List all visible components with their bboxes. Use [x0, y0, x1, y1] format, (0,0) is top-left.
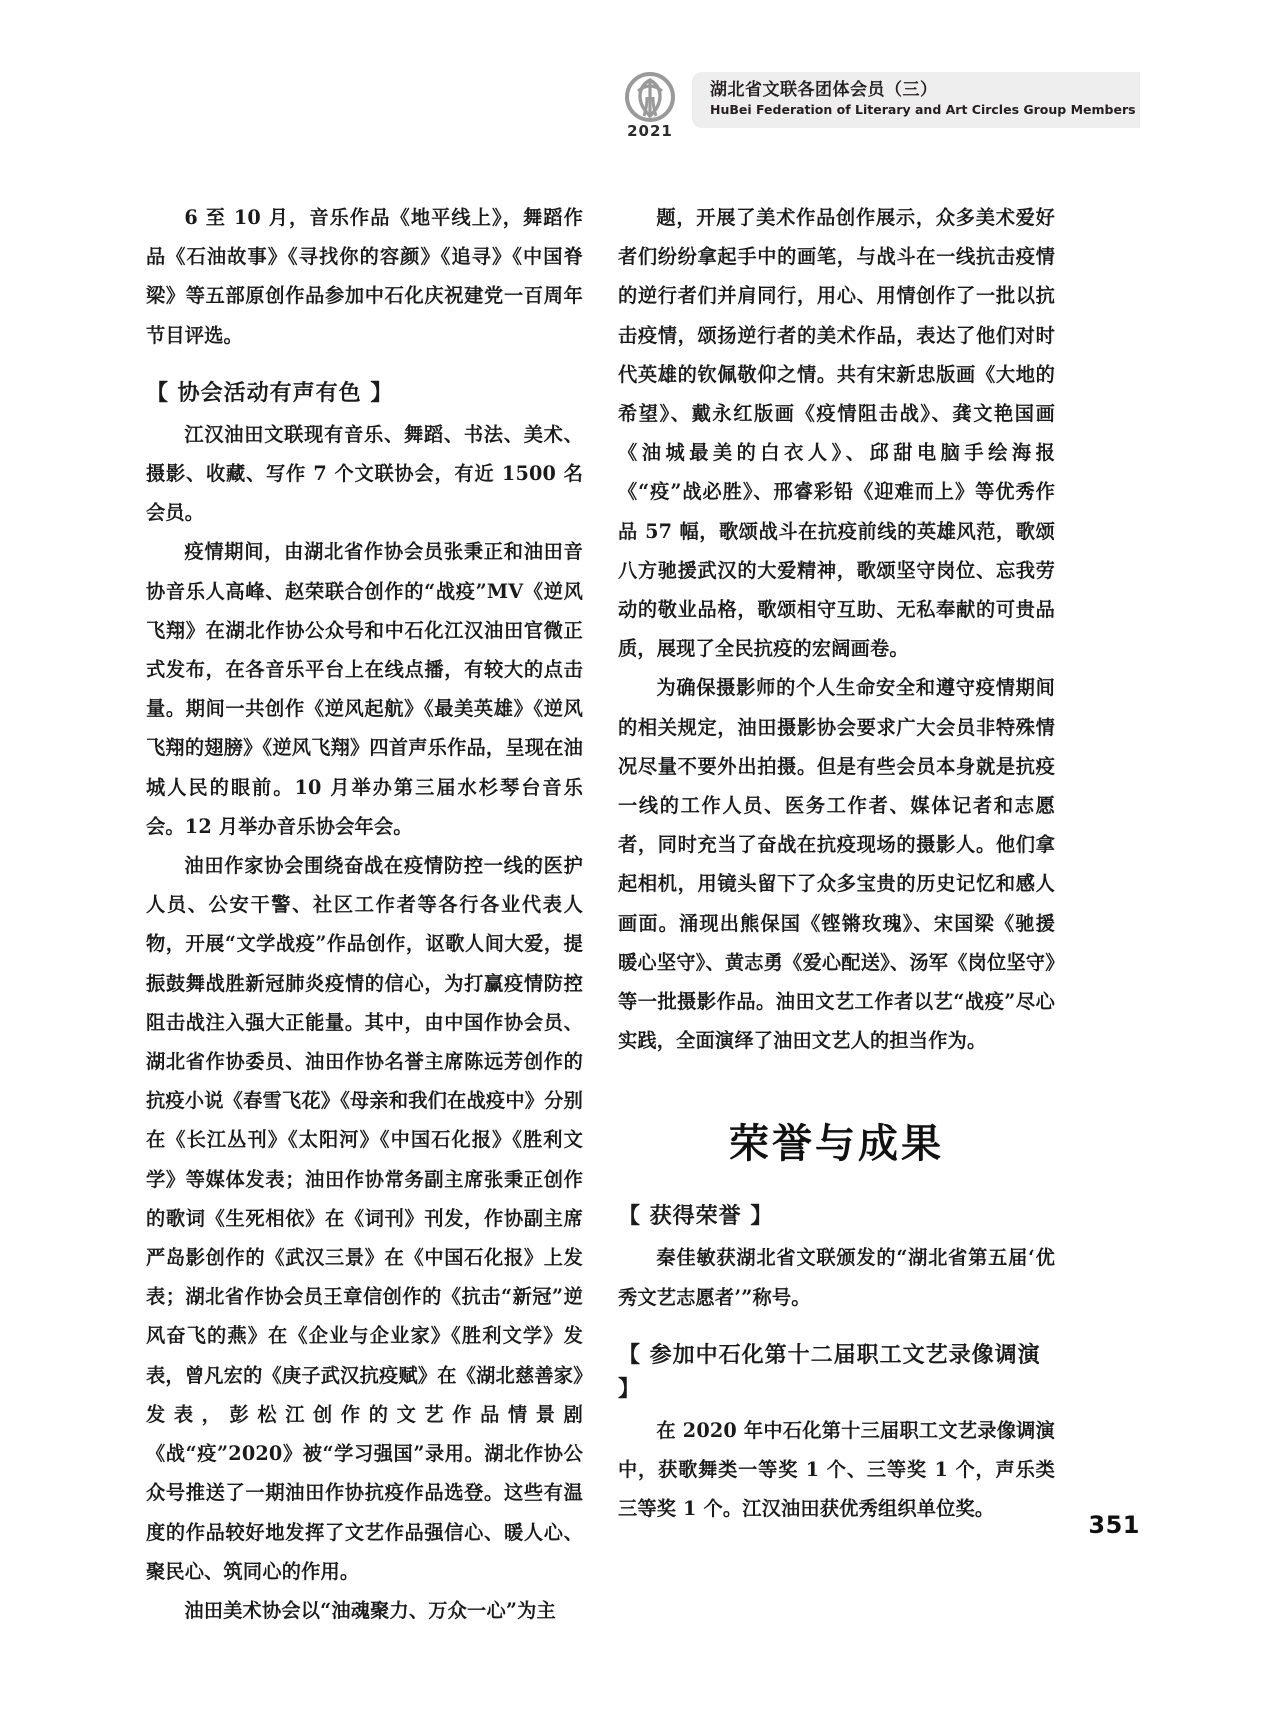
left-column: [146, 198, 583, 1630]
header-badge: [620, 72, 682, 144]
paragraph: 6 至 10 月，音乐作品《地平线上》，舞蹈作品《石油故事》《寻找你的容颜》《追寻》《中国脊梁》等五部原创作品参加中石化庆祝建党一百周年节目评选。: [146, 206, 583, 347]
paragraph: 为确保摄影师的个人生命安全和遵守疫情期间的相关规定，油田摄影协会要求广大会员非特殊情况尽量不要外出拍摄。但是有些会员本身就是抗疫一线的工作人员、医务工作者、媒体记者和志愿者，同时充当了奋战在抗疫现场的摄影人。他们拿起相机，用镜头留下了众多宝贵的历史记忆和感人画面。涌现出熊保国《铿锵玫瑰》、宋国梁《驰援 暖心坚守》、黄志勇《爱心配送》、汤军《岗位坚守》等一批摄影作品。油田文艺工作者以艺“战疫”尽心实践，全面演绎了油田文艺人的担当作为。: [618, 676, 1055, 1053]
paragraph: 疫情期间，由湖北省作协会员张秉正和油田音协音乐人高峰、赵荣联合创作的“战疫”MV《逆风飞翔》在湖北作协公众号和中石化江汉油田官微正式发布，在各音乐平台上在线点播，有较大的点击量。期间一共创作《逆风起航》《最美英雄》《逆风飞翔的翅膀》《逆风飞翔》四首声乐作品，呈现在油城人民的眼前。10 月举办第三届水杉琴台音乐会。12 月举办音乐协会年会。: [146, 540, 583, 838]
paragraph: 题，开展了美术作品创作展示，众多美术爱好者们纷纷拿起手中的画笔，与战斗在一线抗击疫情的逆行者们并肩同行，用心、用情创作了一批以抗击疫情，颂扬逆行者的美术作品，表达了他们对时代英雄的钦佩敬仰之情。共有宋新忠版画《大地的希望》、戴永红版画《疫情阻击战》、龚文艳国画《油城最美的白衣人》、邱甜电脑手绘海报《“疫”战必胜》、邢睿彩铅《迎难而上》等优秀作品 57 幅，歌颂战斗在抗疫前线的英雄风范，歌颂八方驰援武汉的大爱精神，歌颂坚守岗位、忘我劳动的敬业品格，歌颂相守互助、无私奉献的可贵品质，展现了全民抗疫的宏阔画卷。: [618, 206, 1055, 661]
section-heading-honors-received: 【 获得荣誉 】: [618, 1204, 774, 1230]
right-column: [618, 198, 1055, 1528]
section-heading-sinopec-video-performance: 【 参加中石化第十二届职工文艺录像调演 】: [618, 1342, 1041, 1402]
running-header: [620, 72, 1140, 144]
header-year: 2021: [627, 122, 673, 140]
paragraph: 油田作家协会围绕奋战在疫情防控一线的医护人员、公安干警、社区工作者等各行各业代表人物，开展“文学战疫”作品创作，讴歌人间大爱，提振鼓舞战胜新冠肺炎疫情的信心，为打赢疫情防控阻击战注入强大正能量。其中，由中国作协会员、湖北省作协委员、油田作协名誉主席陈远芳创作的抗疫小说《春雪飞花》《母亲和我们在战疫中》分别在《长江丛刊》《太阳河》《中国石化报》《胜利文学》等媒体发表；油田作协常务副主席张秉正创作的歌词《生死相依》在《词刊》刊发，作协副主席严岛影创作的《武汉三景》在《中国石化报》上发表；湖北省作协会员王章信创作的《抗击“新冠”逆风奋飞的燕》在《企业与企业家》《胜利文学》发表，曾凡宏的《庚子武汉抗疫赋》在《湖北慈善家》发表，彭松江创作的文艺作品情景剧《战“疫”2020》被“学习强国”录用。湖北作协公众号推送了一期油田作协抗疫作品选登。这些有温度的作品较好地发挥了文艺作品强信心、暖人心、聚民心、筑同心的作用。: [146, 854, 583, 1583]
paragraph: 油田美术协会以“油魂聚力、万众一心”为主: [184, 1598, 556, 1622]
header-title-en: HuBei Federation of Literary and Art Circles Group Members: [710, 102, 1136, 117]
part-title-honors-and-achievements: 荣誉与成果: [729, 1121, 944, 1168]
hubei-federation-emblem-icon: [622, 72, 678, 124]
header-title-plate: [692, 72, 1140, 128]
page-number: 351: [1088, 1511, 1140, 1539]
paragraph: 江汉油田文联现有音乐、舞蹈、书法、美术、摄影、收藏、写作 7 个文联协会，有近 1500 名会员。: [146, 422, 583, 525]
header-title-cn: 湖北省文联各团体会员（三）: [710, 80, 938, 100]
paragraph: 在 2020 年中石化第十三届职工文艺录像调演中，获歌舞类一等奖 1 个、三等奖 1 个，声乐类三等奖 1 个。江汉油田获优秀组织单位奖。: [618, 1418, 1055, 1521]
section-heading-association-activities: 【 协会活动有声有色 】: [146, 380, 394, 406]
paragraph: 秦佳敏获湖北省文联颁发的“湖北省第五届‘优秀文艺志愿者’”称号。: [618, 1246, 1055, 1309]
